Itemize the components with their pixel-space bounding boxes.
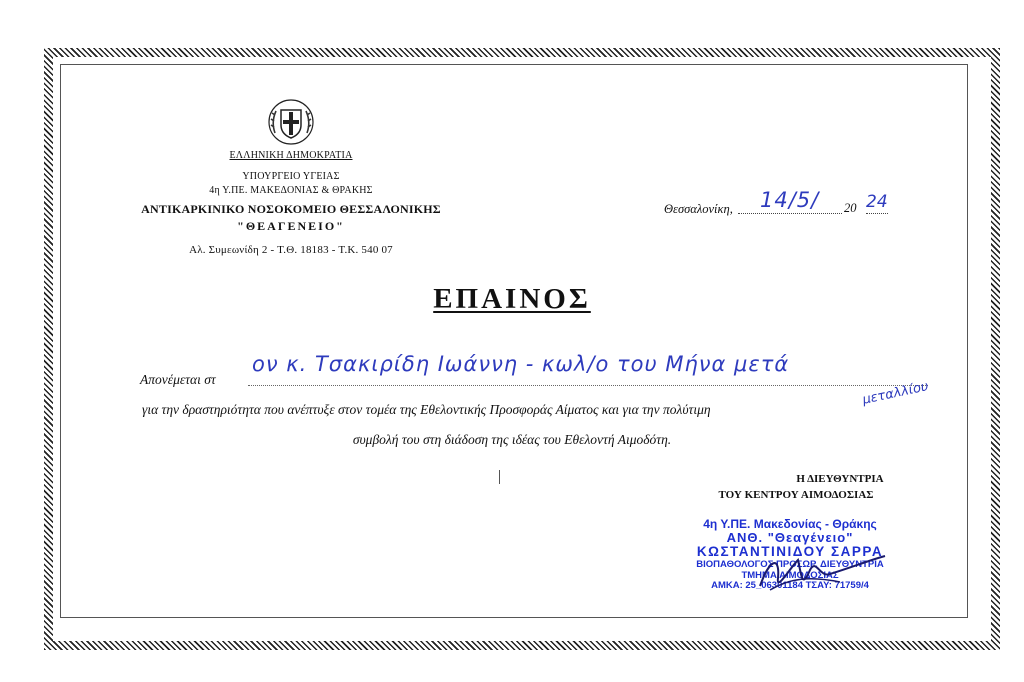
hospital-name: "ΘΕΑΓΕΝΕΙΟ" [237,219,345,233]
year-dotted-line [866,213,888,214]
region-label: 4η Υ.ΠΕ. ΜΑΚΕΔΟΝΙΑΣ & ΘΡΑΚΗΣ [209,185,373,196]
pen-mark [499,470,500,484]
ministry-label: ΥΠΟΥΡΓΕΙΟ ΥΓΕΙΑΣ [242,171,340,182]
hospital-address: Αλ. Συμεωνίδη 2 - Τ.Θ. 18183 - Τ.Κ. 540 07 [189,244,393,256]
stamp-line-6: ΑΜΚΑ: 25_06301184 ΤΣΑΥ: 71759/4 [711,580,869,592]
handwritten-signature [740,548,890,598]
document-title: ΕΠΑΙΝΟΣ [433,283,591,315]
year-prefix: 20 [844,201,857,215]
stamp-line-1: 4η Υ.ΠΕ. Μακεδονίας - Θράκης [703,517,877,531]
handwritten-recipient-continuation: μεταλλίου [861,379,930,408]
awarded-prefix: Απονέμεται στ [140,372,216,387]
handwritten-date: 14/5/ [760,188,820,212]
body-line-3: συμβολή του στη διάδοση της ιδέας του Εθελοντή Αιμοδότη. [352,432,672,447]
republic-label: ΕΛΛΗΝΙΚΗ ΔΗΜΟΚΡΑΤΙΑ [229,150,353,161]
body-line-2: για την δραστηριότητα που ανέπτυξε στον τομέα της Εθελοντικής Προσφοράς Αίματος και για την πολύτιμη [142,402,711,417]
handwritten-recipient: ον κ. Τσακιρίδη Ιωάννη - κωλ/ο του Μήνα μετά [252,352,790,376]
stamp-line-5: ΤΜΗΜΑ ΑΙΜΟΔΟΣΙΑΣ [741,569,839,581]
stamp-line-3: ΚΩΣΤΑΝΤΙΝΙΔΟΥ ΣΑΡΡΑ [696,544,884,560]
recipient-dotted-line [248,385,928,386]
date-dotted-line [738,213,842,214]
city-label: Θεσσαλονίκη, [664,202,733,216]
hospital-label: ΑΝΤΙΚΑΡΚΙΝΙΚΟ ΝΟΣΟΚΟΜΕΙΟ ΘΕΣΣΑΛΟΝΙΚΗΣ [141,202,441,216]
handwritten-year: 24 [866,192,888,212]
greek-coat-of-arms-icon [266,97,316,147]
stamp-line-4: ΒΙΟΠΑΘΟΛΟΓΟΣ ΠΡΟΣΩΡ. ΔΙΕΥΘΥΝΤΡΙΑ [696,559,884,571]
signature-title-line2: ΤΟΥ ΚΕΝΤΡΟΥ ΑΙΜΟΔΟΣΙΑΣ [718,489,874,501]
signature-title-line1: Η ΔΙΕΥΘΥΝΤΡΙΑ [796,473,884,485]
stamp-line-2: ΑΝΘ. "Θεαγένειο" [726,530,854,546]
